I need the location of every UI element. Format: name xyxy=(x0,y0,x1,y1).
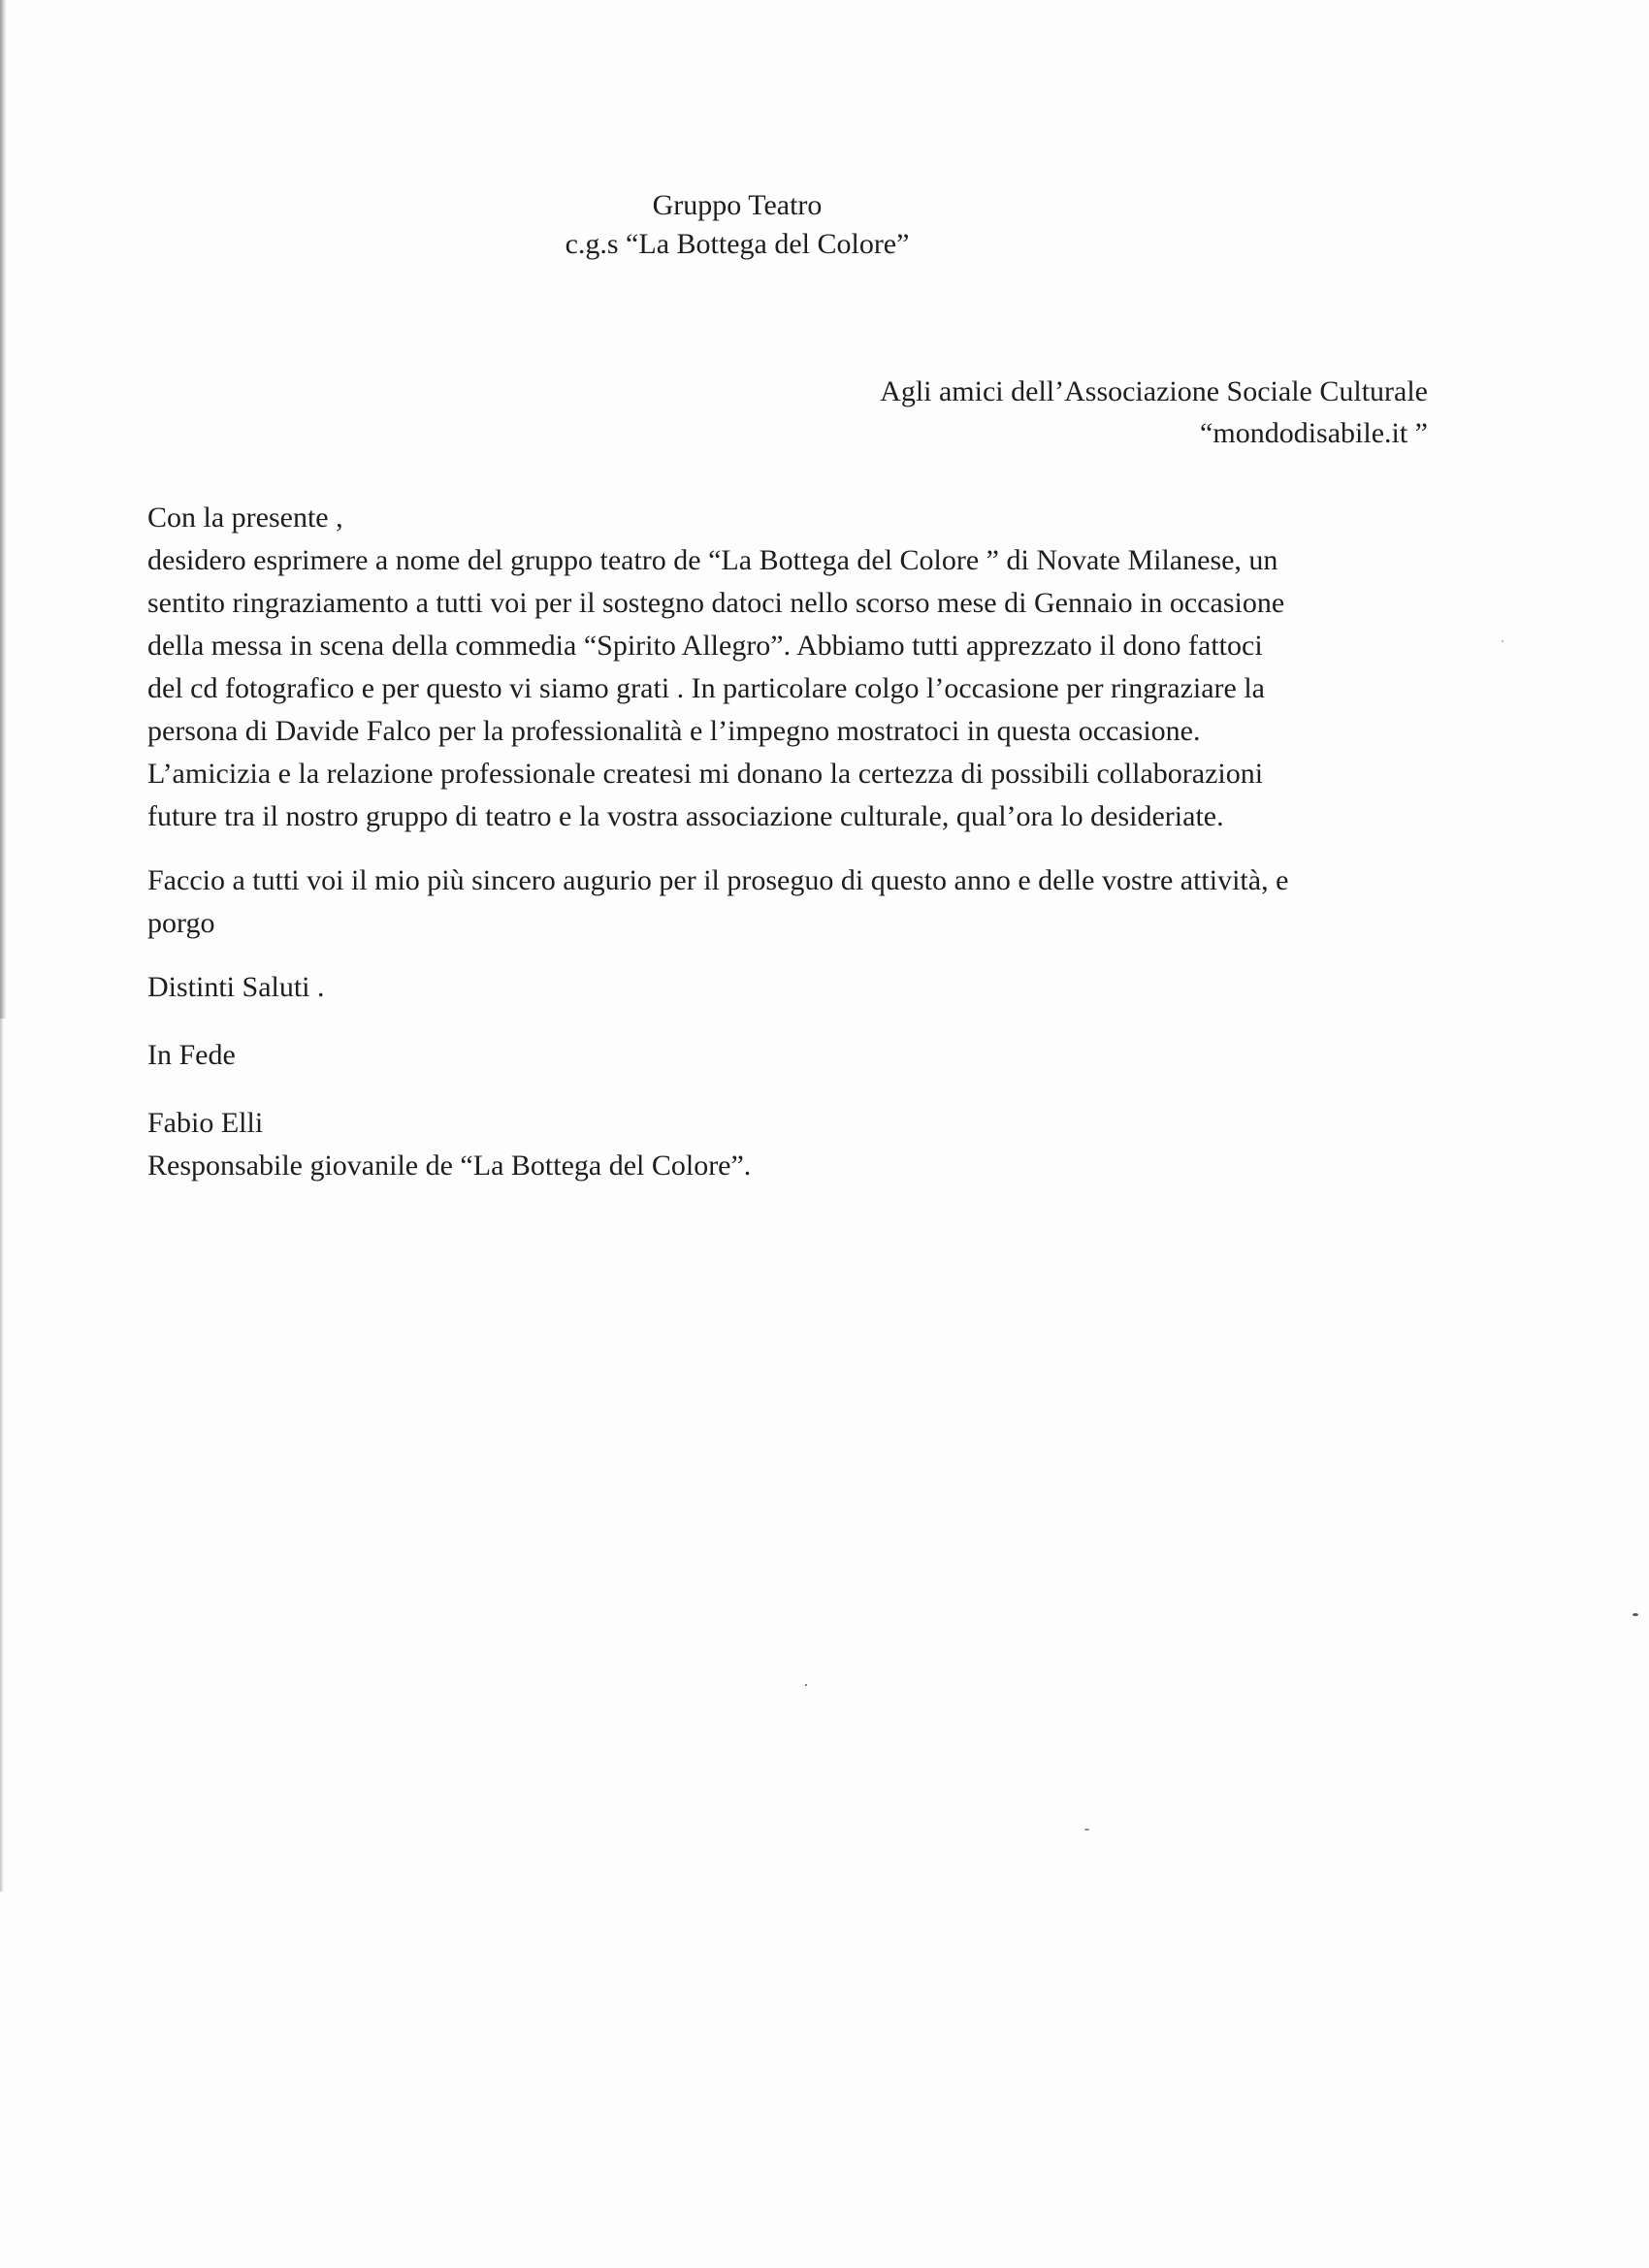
in-fede-line: In Fede xyxy=(147,1039,236,1071)
header-organization: c.g.s “La Bottega del Colore” xyxy=(565,228,910,260)
letter-body xyxy=(147,497,1447,1187)
closing-salutation: Distinti Saluti . xyxy=(147,971,325,1003)
scan-speck xyxy=(1633,1613,1638,1616)
scan-speck xyxy=(1084,1829,1089,1831)
paragraph-line: Faccio a tutti voi il mio più sincero augurio per il proseguo di questo anno e delle vostre attività, e xyxy=(147,864,1289,896)
scan-shadow-edge-lower xyxy=(0,1019,4,1892)
scan-shadow-edge xyxy=(0,0,7,1019)
paragraph-line: del cd fotografico e per questo vi siamo grati . In particolare colgo l’occasione per ringraziare la xyxy=(147,672,1265,704)
scan-speck xyxy=(805,1684,807,1686)
main-paragraph xyxy=(147,539,1447,838)
recipient-line-2: “mondodisabile.it ” xyxy=(1200,417,1428,449)
paragraph-line: porgo xyxy=(147,907,215,939)
letter-header xyxy=(427,186,1048,264)
signatory-role: Responsabile giovanile de “La Bottega del Colore”. xyxy=(147,1150,752,1182)
signatory-name: Fabio Elli xyxy=(147,1107,264,1139)
paragraph-line: sentito ringraziamento a tutti voi per il sostegno datoci nello scorso mese di Gennaio in occasione xyxy=(147,587,1285,619)
paragraph-line: future tra il nostro gruppo di teatro e la vostra associazione culturale, qual’ora lo desideriate. xyxy=(147,800,1224,832)
opening-line: Con la presente , xyxy=(147,502,343,534)
recipient-line-1: Agli amici dell’Associazione Sociale Culturale xyxy=(880,375,1428,407)
paragraph-line: L’amicizia e la relazione professionale createsi mi donano la certezza di possibili collaborazioni xyxy=(147,758,1264,790)
scan-speck xyxy=(1502,640,1504,642)
header-group-name: Gruppo Teatro xyxy=(652,189,823,221)
paragraph-line: persona di Davide Falco per la professionalità e l’impegno mostratoci in questa occasione. xyxy=(147,715,1201,747)
recipient-block xyxy=(880,371,1428,454)
signature-block xyxy=(147,1102,1447,1187)
paragraph-line: della messa in scena della commedia “Spirito Allegro”. Abbiamo tutti apprezzato il dono fattoci xyxy=(147,630,1263,662)
wishes-paragraph xyxy=(147,859,1447,945)
paragraph-line: desidero esprimere a nome del gruppo teatro de “La Bottega del Colore ” di Novate Milanese, un xyxy=(147,544,1278,576)
